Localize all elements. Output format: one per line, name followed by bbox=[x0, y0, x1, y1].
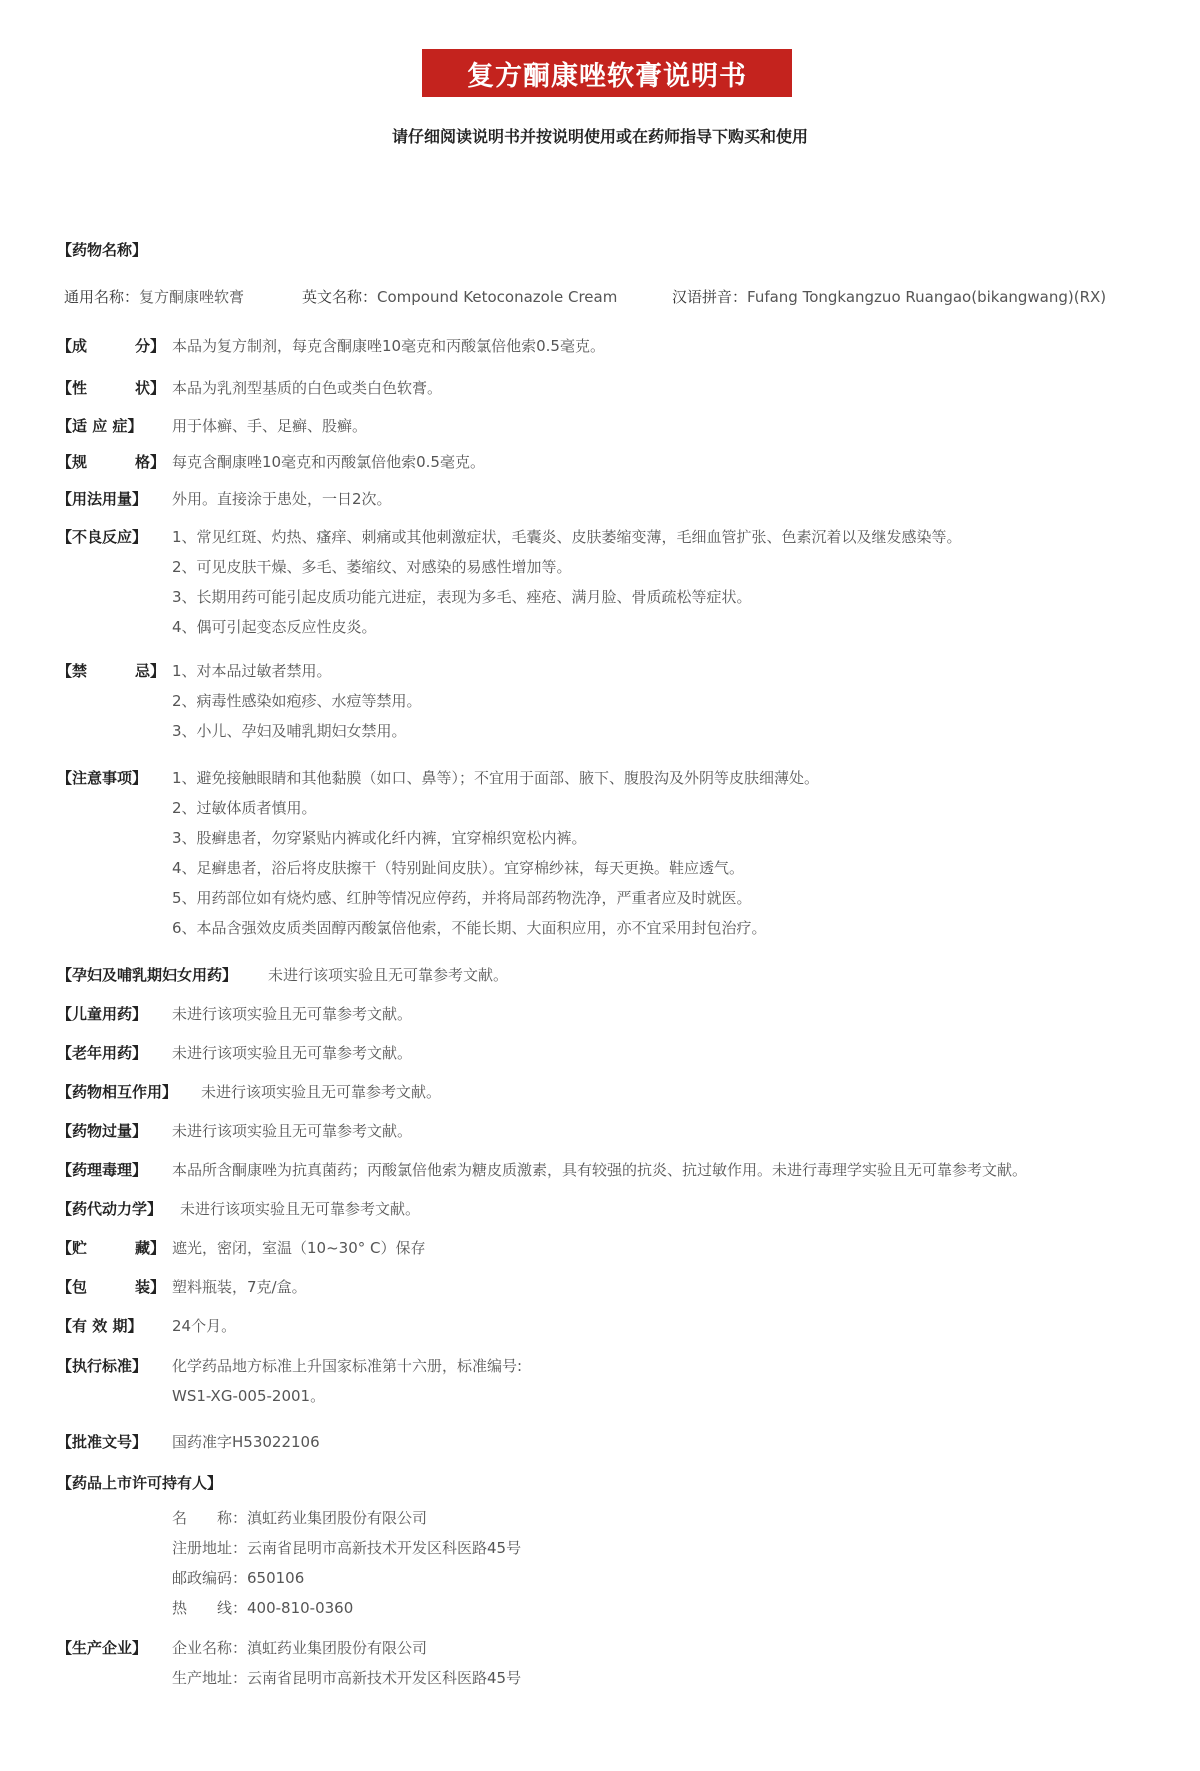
storage-text: 遮光，密闭，室温（10~30° C）保存 bbox=[172, 1239, 426, 1257]
generic-name-row bbox=[64, 286, 244, 307]
document-subtitle: 请仔细阅读说明书并按说明使用或在药师指导下购买和使用 bbox=[391, 127, 808, 146]
contraindication-line: 2、病毒性感染如疱疹、水痘等禁用。 bbox=[172, 692, 422, 710]
approval-text: 国药准字H53022106 bbox=[172, 1433, 320, 1451]
holder-line: 热 线：400-810-0360 bbox=[172, 1599, 354, 1617]
dosage-text: 外用。直接涂于患处，一日2次。 bbox=[172, 490, 392, 508]
generic-name-value: 复方酮康唑软膏 bbox=[139, 288, 245, 306]
packaging-text: 塑料瓶装，7克/盒。 bbox=[172, 1278, 307, 1296]
manufacturer-line: 企业名称：滇虹药业集团股份有限公司 bbox=[172, 1639, 428, 1657]
label-elderly: 【老年用药】 bbox=[57, 1044, 148, 1062]
label-overdose: 【药物过量】 bbox=[57, 1122, 148, 1140]
generic-name-label: 通用名称： bbox=[64, 288, 140, 306]
holder-line: 注册地址：云南省昆明市高新技术开发区科医路45号 bbox=[172, 1539, 522, 1557]
standard-line: WS1-XG-005-2001。 bbox=[172, 1387, 326, 1405]
indications-text: 用于体癣、手、足癣、股癣。 bbox=[172, 417, 368, 435]
validity-text: 24个月。 bbox=[172, 1317, 237, 1335]
pinyin-name-row bbox=[672, 286, 1106, 307]
precaution-line: 6、本品含强效皮质类固醇丙酸氯倍他索，不能长期、大面积应用，亦不宜采用封包治疗。 bbox=[172, 919, 767, 937]
precaution-line: 3、股癣患者，勿穿紧贴内裤或化纤内裤，宜穿棉织宽松内裤。 bbox=[172, 829, 587, 847]
ingredients-text: 本品为复方制剂，每克含酮康唑10毫克和丙酸氯倍他索0.5毫克。 bbox=[172, 337, 605, 355]
label-drug-name: 【药物名称】 bbox=[57, 241, 148, 259]
toxicology-text: 本品所含酮康唑为抗真菌药；丙酸氯倍他索为糖皮质激素，具有较强的抗炎、抗过敏作用。未进行毒理学实验且无可靠参考文献。 bbox=[172, 1161, 1028, 1179]
label-standard: 【执行标准】 bbox=[57, 1357, 148, 1375]
document-title: 复方酮康唑软膏说明书 bbox=[422, 49, 792, 97]
label-validity: 【有 效 期】 bbox=[57, 1317, 143, 1335]
pharmacokinetics-text: 未进行该项实验且无可靠参考文献。 bbox=[180, 1200, 421, 1218]
pregnancy-text: 未进行该项实验且无可靠参考文献。 bbox=[268, 966, 509, 984]
label-ingredients: 【成 分】 bbox=[57, 337, 166, 355]
precaution-line: 4、足癣患者，浴后将皮肤擦干（特别趾间皮肤）。宜穿棉纱袜，每天更换。鞋应透气。 bbox=[172, 859, 745, 877]
adverse-line: 3、长期用药可能引起皮质功能亢进症，表现为多毛、痤疮、满月脸、骨质疏松等症状。 bbox=[172, 588, 752, 606]
manufacturer-line: 生产地址：云南省昆明市高新技术开发区科医路45号 bbox=[172, 1669, 522, 1687]
pinyin-name-value: Fufang Tongkangzuo Ruangao(bikangwang)(RX) bbox=[747, 288, 1107, 306]
holder-line: 名 称：滇虹药业集团股份有限公司 bbox=[172, 1509, 428, 1527]
adverse-line: 2、可见皮肤干燥、多毛、萎缩纹、对感染的易感性增加等。 bbox=[172, 558, 572, 576]
english-name-label: 英文名称： bbox=[302, 288, 378, 306]
label-appearance: 【性 状】 bbox=[57, 379, 166, 397]
label-packaging: 【包 装】 bbox=[57, 1278, 166, 1296]
holder-line: 邮政编码：650106 bbox=[172, 1569, 305, 1587]
pinyin-name-label: 汉语拼音： bbox=[672, 288, 748, 306]
adverse-line: 4、偶可引起变态反应性皮炎。 bbox=[172, 618, 377, 636]
label-toxicology: 【药理毒理】 bbox=[57, 1161, 148, 1179]
contraindication-line: 1、对本品过敏者禁用。 bbox=[172, 662, 332, 680]
label-precautions: 【注意事项】 bbox=[57, 769, 148, 787]
standard-line: 化学药品地方标准上升国家标准第十六册，标准编号: bbox=[172, 1357, 523, 1375]
label-pharmacokinetics: 【药代动力学】 bbox=[57, 1200, 163, 1218]
precaution-line: 5、用药部位如有烧灼感、红肿等情况应停药，并将局部药物洗净，严重者应及时就医。 bbox=[172, 889, 752, 907]
label-children: 【儿童用药】 bbox=[57, 1005, 148, 1023]
elderly-text: 未进行该项实验且无可靠参考文献。 bbox=[172, 1044, 413, 1062]
contraindication-line: 3、小儿、孕妇及哺乳期妇女禁用。 bbox=[172, 722, 407, 740]
label-approval: 【批准文号】 bbox=[57, 1433, 148, 1451]
label-adverse-reactions: 【不良反应】 bbox=[57, 528, 148, 546]
precaution-line: 2、过敏体质者慎用。 bbox=[172, 799, 317, 817]
label-specification: 【规 格】 bbox=[57, 453, 166, 471]
children-text: 未进行该项实验且无可靠参考文献。 bbox=[172, 1005, 413, 1023]
label-pregnancy: 【孕妇及哺乳期妇女用药】 bbox=[57, 966, 238, 984]
specification-text: 每克含酮康唑10毫克和丙酸氯倍他索0.5毫克。 bbox=[172, 453, 485, 471]
label-contraindications: 【禁 忌】 bbox=[57, 662, 166, 680]
adverse-line: 1、常见红斑、灼热、瘙痒、刺痛或其他刺激症状，毛囊炎、皮肤萎缩变薄，毛细血管扩张、色素沉着以及继发感染等。 bbox=[172, 528, 962, 546]
appearance-text: 本品为乳剂型基质的白色或类白色软膏。 bbox=[172, 379, 443, 397]
label-dosage: 【用法用量】 bbox=[57, 490, 148, 508]
interactions-text: 未进行该项实验且无可靠参考文献。 bbox=[201, 1083, 442, 1101]
label-manufacturer: 【生产企业】 bbox=[57, 1639, 148, 1657]
english-name-value: Compound Ketoconazole Cream bbox=[377, 288, 618, 306]
label-storage: 【贮 藏】 bbox=[57, 1239, 166, 1257]
precaution-line: 1、避免接触眼睛和其他黏膜（如口、鼻等）；不宜用于面部、腋下、腹股沟及外阴等皮肤细薄处。 bbox=[172, 769, 820, 787]
label-holder: 【药品上市许可持有人】 bbox=[57, 1474, 223, 1492]
english-name-row bbox=[302, 286, 617, 307]
label-interactions: 【药物相互作用】 bbox=[57, 1083, 178, 1101]
label-indications: 【适 应 症】 bbox=[57, 417, 143, 435]
overdose-text: 未进行该项实验且无可靠参考文献。 bbox=[172, 1122, 413, 1140]
